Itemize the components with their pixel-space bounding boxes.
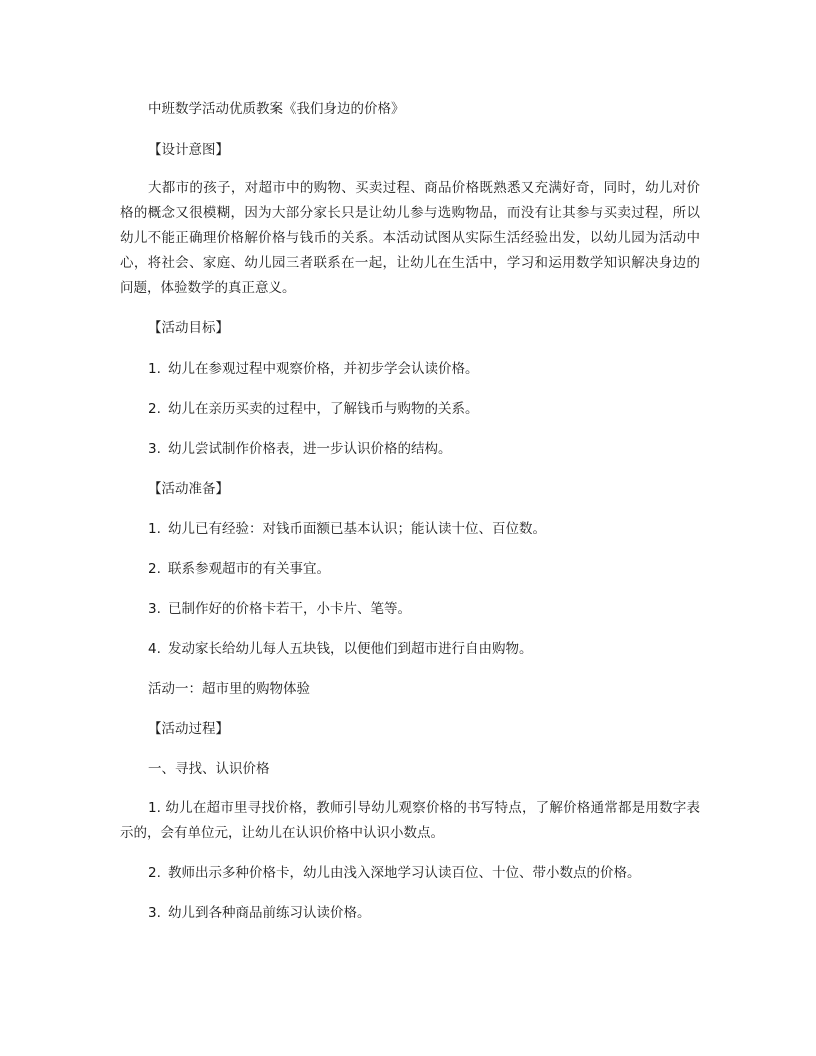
list-item-text: 幼儿在参观过程中观察价格，并初步学会认读价格。 bbox=[168, 361, 479, 377]
list-item-number: 4. bbox=[148, 641, 161, 657]
list-item-text: 幼儿在超市里寻找价格，教师引导幼儿观察价格的书写特点，了解价格通常都是用数字表示的，会有单位元，让幼儿在认识价格中认识小数点。 bbox=[120, 800, 701, 841]
list-item-number: 3. bbox=[148, 601, 161, 617]
list-item bbox=[148, 559, 330, 579]
activity-heading: 活动一：超市里的购物体验 bbox=[148, 681, 310, 697]
design-paragraph: 大都市的孩子，对超市中的购物、买卖过程、商品价格既熟悉又充满好奇，同时，幼儿对价格的概念又很模糊，因为大部分家长只是让幼儿参与选购物品，而没有让其参与买卖过程，所以幼儿不能正确理价格解价格与钱币的关系。本活动试图从实际生活经验出发，以幼儿园为活动中心，将社会、家庭、幼儿园三者联系在一起，让幼儿在生活中，学习和运用数学知识解决身边的问题，体验数学的真正意义。 bbox=[120, 180, 700, 296]
list-item bbox=[148, 359, 479, 379]
list-item-text: 联系参观超市的有关事宜。 bbox=[168, 561, 330, 577]
section-heading-goals: 【活动目标】 bbox=[148, 320, 229, 336]
list-item bbox=[148, 903, 371, 923]
step-heading: 一、寻找、认识价格 bbox=[148, 761, 270, 777]
list-item bbox=[120, 796, 700, 846]
list-item-number: 3. bbox=[148, 905, 161, 921]
list-item-text: 幼儿已有经验：对钱币面额已基本认识；能认读十位、百位数。 bbox=[168, 521, 546, 537]
list-item-number: 3. bbox=[148, 441, 161, 457]
section-heading-design: 【设计意图】 bbox=[148, 142, 229, 158]
list-item-text: 教师出示多种价格卡，幼儿由浅入深地学习认读百位、十位、带小数点的价格。 bbox=[168, 865, 641, 881]
list-item-text: 幼儿尝试制作价格表，进一步认识价格的结构。 bbox=[168, 441, 452, 457]
document-title: 中班数学活动优质教案《我们身边的价格》 bbox=[148, 101, 405, 117]
list-item bbox=[148, 863, 641, 883]
section-heading-prep: 【活动准备】 bbox=[148, 481, 229, 497]
list-item-text: 幼儿到各种商品前练习认读价格。 bbox=[168, 905, 371, 921]
list-item-number: 2. bbox=[148, 865, 161, 881]
list-item-number: 2. bbox=[148, 561, 161, 577]
list-item-number: 1. bbox=[148, 361, 161, 377]
list-item bbox=[148, 399, 479, 419]
list-item-number: 1. bbox=[148, 521, 161, 537]
list-item-number: 1. bbox=[148, 800, 161, 816]
list-item-text: 已制作好的价格卡若干，小卡片、笔等。 bbox=[168, 601, 411, 617]
list-item bbox=[148, 519, 546, 539]
list-item-text: 发动家长给幼儿每人五块钱，以便他们到超市进行自由购物。 bbox=[168, 641, 533, 657]
list-item bbox=[148, 599, 411, 619]
list-item-number: 2. bbox=[148, 401, 161, 417]
list-item bbox=[148, 439, 452, 459]
list-item-text: 幼儿在亲历买卖的过程中，了解钱币与购物的关系。 bbox=[168, 401, 479, 417]
section-heading-process: 【活动过程】 bbox=[148, 721, 229, 737]
list-item bbox=[148, 639, 533, 659]
